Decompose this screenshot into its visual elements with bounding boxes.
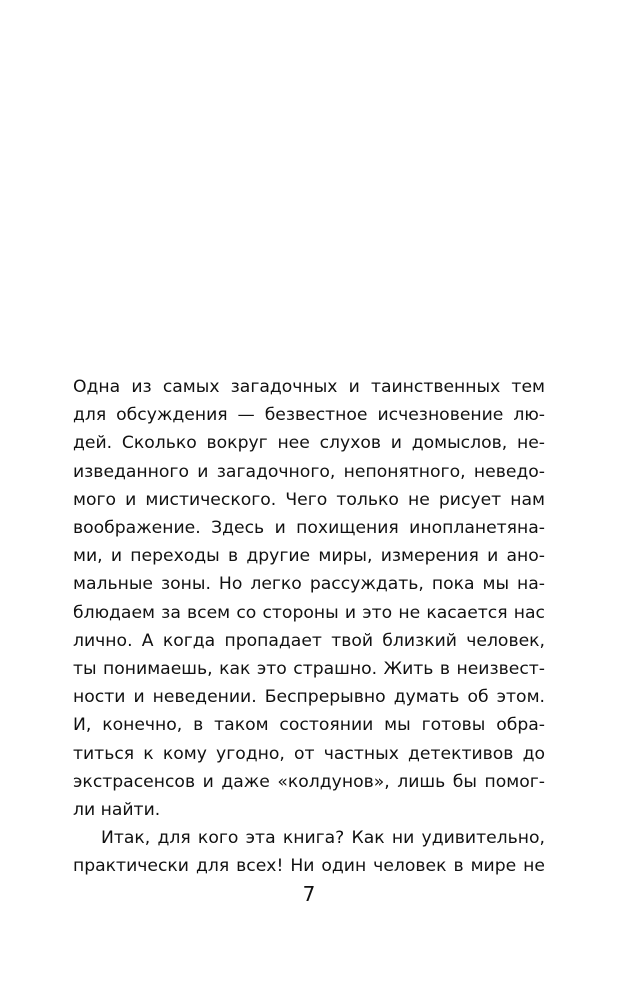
text-line: мого и мистического. Чего только не рисует нам <box>73 489 545 510</box>
body-text <box>73 373 545 881</box>
text-line: дей. Сколько вокруг нее слухов и домыслов, не- <box>73 433 545 454</box>
text-line: изведанного и загадочного, непонятного, неведо- <box>73 461 545 482</box>
text-line: ности и неведении. Беспрерывно думать об этом. <box>73 687 545 708</box>
text-line: титься к кому угодно, от частных детективов до <box>73 743 545 764</box>
text-line: И, конечно, в таком состоянии мы готовы обра- <box>73 715 545 736</box>
text-line: для обсуждения — безвестное исчезновение лю- <box>73 405 545 426</box>
text-line: ли найти. <box>73 800 161 821</box>
text-line: воображение. Здесь и похищения инопланетяна- <box>73 518 545 539</box>
text-line: экстрасенсов и даже «колдунов», лишь бы помог- <box>73 771 545 792</box>
text-line: лично. А когда пропадает твой близкий человек, <box>73 630 545 651</box>
text-line: ми, и переходы в другие миры, измерения и ано- <box>73 546 545 567</box>
paragraph-1 <box>73 373 545 824</box>
text-line: мальные зоны. Но легко рассуждать, пока мы на- <box>73 574 545 595</box>
text-line: Одна из самых загадочных и таинственных тем <box>73 377 545 397</box>
text-line: практически для всех! Ни один человек в мире не <box>73 856 545 877</box>
text-line: блюдаем за всем со стороны и это не касается нас <box>73 602 545 623</box>
paragraph-2 <box>73 824 545 880</box>
text-line: Итак, для кого эта книга? Как ни удивительно, <box>101 828 545 849</box>
text-line: ты понимаешь, как это страшно. Жить в неизвест- <box>73 659 545 680</box>
page-number: 7 <box>302 882 316 906</box>
